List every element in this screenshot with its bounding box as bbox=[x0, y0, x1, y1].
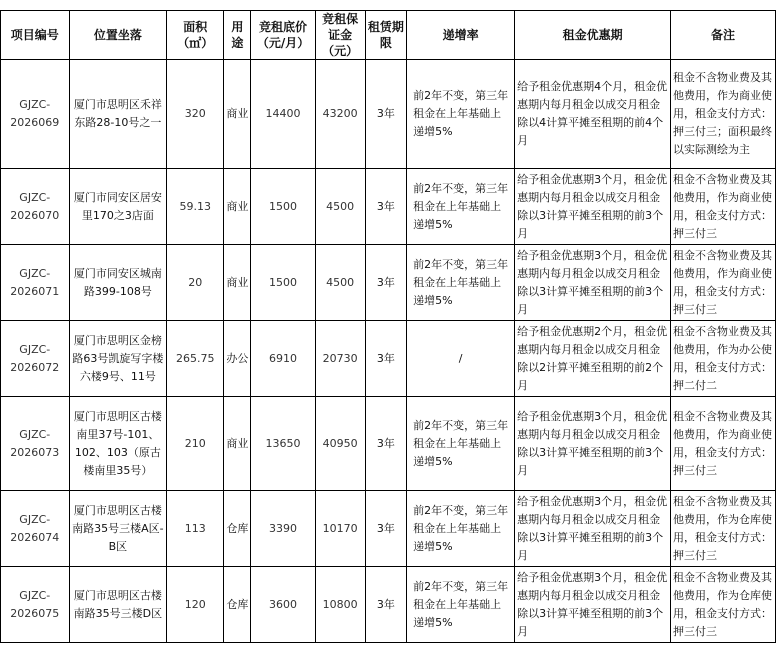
cell-id: GJZC-2026069 bbox=[1, 60, 70, 169]
cell-base-price: 1500 bbox=[251, 169, 315, 245]
col-header-area: 面积（㎡） bbox=[167, 11, 224, 60]
cell-area: 210 bbox=[167, 397, 224, 491]
cell-increase: 前2年不变，第三年租金在上年基础上递增5% bbox=[407, 567, 515, 643]
cell-location: 厦门市思明区古楼南路35号三楼D区 bbox=[69, 567, 167, 643]
cell-term: 3年 bbox=[365, 567, 407, 643]
cell-area: 120 bbox=[167, 567, 224, 643]
cell-term: 3年 bbox=[365, 60, 407, 169]
col-header-term: 租赁期限 bbox=[365, 11, 407, 60]
cell-use: 办公 bbox=[224, 321, 251, 397]
col-header-base-price: 竞租底价（元/月） bbox=[251, 11, 315, 60]
col-header-use: 用途 bbox=[224, 11, 251, 60]
cell-remarks: 租金不含物业费及其他费用，作为商业使用，租金支付方式：押三付三 bbox=[671, 245, 776, 321]
cell-deposit: 4500 bbox=[315, 169, 365, 245]
cell-base-price: 1500 bbox=[251, 245, 315, 321]
cell-location: 厦门市思明区禾祥东路28-10号之一 bbox=[69, 60, 167, 169]
table-row bbox=[1, 169, 776, 245]
cell-deposit: 10170 bbox=[315, 491, 365, 567]
cell-deposit: 40950 bbox=[315, 397, 365, 491]
col-header-deposit: 竞租保证金（元） bbox=[315, 11, 365, 60]
table-row bbox=[1, 567, 776, 643]
cell-free-period: 给予租金优惠期3个月，租金优惠期内每月租金以成交月租金除以3计算平摊至租期的前3个月 bbox=[515, 397, 671, 491]
cell-id: GJZC-2026073 bbox=[1, 397, 70, 491]
cell-id: GJZC-2026075 bbox=[1, 567, 70, 643]
cell-term: 3年 bbox=[365, 491, 407, 567]
cell-base-price: 14400 bbox=[251, 60, 315, 169]
cell-remarks: 租金不含物业费及其他费用，作为商业使用，租金支付方式：押三付三 bbox=[671, 169, 776, 245]
cell-base-price: 6910 bbox=[251, 321, 315, 397]
cell-term: 3年 bbox=[365, 169, 407, 245]
col-header-free-period: 租金优惠期 bbox=[515, 11, 671, 60]
cell-deposit: 20730 bbox=[315, 321, 365, 397]
cell-base-price: 3390 bbox=[251, 491, 315, 567]
cell-use: 仓库 bbox=[224, 567, 251, 643]
cell-base-price: 3600 bbox=[251, 567, 315, 643]
cell-deposit: 4500 bbox=[315, 245, 365, 321]
cell-increase: 前2年不变，第三年租金在上年基础上递增5% bbox=[407, 169, 515, 245]
cell-location: 厦门市思明区古楼南路35号三楼A区-B区 bbox=[69, 491, 167, 567]
cell-term: 3年 bbox=[365, 321, 407, 397]
cell-term: 3年 bbox=[365, 397, 407, 491]
col-header-id: 项目编号 bbox=[1, 11, 70, 60]
cell-remarks: 租金不含物业费及其他费用，作为仓库使用，租金支付方式：押三付三 bbox=[671, 567, 776, 643]
cell-location: 厦门市思明区金榜路63号凯旋写字楼六楼9号、11号 bbox=[69, 321, 167, 397]
cell-id: GJZC-2026071 bbox=[1, 245, 70, 321]
cell-increase: 前2年不变，第三年租金在上年基础上递增5% bbox=[407, 397, 515, 491]
cell-area: 265.75 bbox=[167, 321, 224, 397]
cell-free-period: 给予租金优惠期3个月，租金优惠期内每月租金以成交月租金除以3计算平摊至租期的前3个月 bbox=[515, 491, 671, 567]
cell-free-period: 给予租金优惠期3个月，租金优惠期内每月租金以成交月租金除以3计算平摊至租期的前3个月 bbox=[515, 567, 671, 643]
cell-area: 320 bbox=[167, 60, 224, 169]
col-header-increase: 递增率 bbox=[407, 11, 515, 60]
table-row bbox=[1, 491, 776, 567]
col-header-remarks: 备注 bbox=[671, 11, 776, 60]
cell-use: 商业 bbox=[224, 60, 251, 169]
table-row bbox=[1, 397, 776, 491]
rental-listing-table bbox=[0, 10, 776, 643]
cell-use: 仓库 bbox=[224, 491, 251, 567]
cell-location: 厦门市同安区居安里170之3店面 bbox=[69, 169, 167, 245]
cell-remarks: 租金不含物业费及其他费用，作为仓库使用，租金支付方式：押三付三 bbox=[671, 491, 776, 567]
cell-location: 厦门市思明区古楼南里37号-101、102、103（原古楼南里35号） bbox=[69, 397, 167, 491]
cell-use: 商业 bbox=[224, 397, 251, 491]
cell-area: 113 bbox=[167, 491, 224, 567]
table-row bbox=[1, 321, 776, 397]
cell-deposit: 43200 bbox=[315, 60, 365, 169]
cell-id: GJZC-2026072 bbox=[1, 321, 70, 397]
cell-increase: 前2年不变，第三年租金在上年基础上递增5% bbox=[407, 60, 515, 169]
cell-free-period: 给予租金优惠期3个月，租金优惠期内每月租金以成交月租金除以3计算平摊至租期的前3个月 bbox=[515, 169, 671, 245]
cell-remarks: 租金不含物业费及其他费用，作为商业使用，租金支付方式：押三付三；面积最终以实际测绘为主 bbox=[671, 60, 776, 169]
cell-area: 20 bbox=[167, 245, 224, 321]
cell-remarks: 租金不含物业费及其他费用，作为商业使用，租金支付方式：押三付三 bbox=[671, 397, 776, 491]
cell-remarks: 租金不含物业费及其他费用，作为办公使用，租金支付方式：押二付二 bbox=[671, 321, 776, 397]
cell-deposit: 10800 bbox=[315, 567, 365, 643]
cell-use: 商业 bbox=[224, 169, 251, 245]
table-row bbox=[1, 245, 776, 321]
cell-free-period: 给予租金优惠期2个月，租金优惠期内每月租金以成交月租金除以2计算平摊至租期的前2个月 bbox=[515, 321, 671, 397]
cell-increase: 前2年不变，第三年租金在上年基础上递增5% bbox=[407, 491, 515, 567]
cell-use: 商业 bbox=[224, 245, 251, 321]
cell-base-price: 13650 bbox=[251, 397, 315, 491]
cell-area: 59.13 bbox=[167, 169, 224, 245]
cell-id: GJZC-2026074 bbox=[1, 491, 70, 567]
cell-location: 厦门市同安区城南路399-108号 bbox=[69, 245, 167, 321]
cell-id: GJZC-2026070 bbox=[1, 169, 70, 245]
table-row bbox=[1, 60, 776, 169]
cell-term: 3年 bbox=[365, 245, 407, 321]
cell-free-period: 给予租金优惠期4个月，租金优惠期内每月租金以成交月租金除以4计算平摊至租期的前4个月 bbox=[515, 60, 671, 169]
cell-increase: 前2年不变，第三年租金在上年基础上递增5% bbox=[407, 245, 515, 321]
cell-free-period: 给予租金优惠期3个月，租金优惠期内每月租金以成交月租金除以3计算平摊至租期的前3个月 bbox=[515, 245, 671, 321]
cell-increase: / bbox=[407, 321, 515, 397]
col-header-location: 位置坐落 bbox=[69, 11, 167, 60]
top-strip bbox=[0, 0, 779, 10]
header-row bbox=[1, 11, 776, 60]
